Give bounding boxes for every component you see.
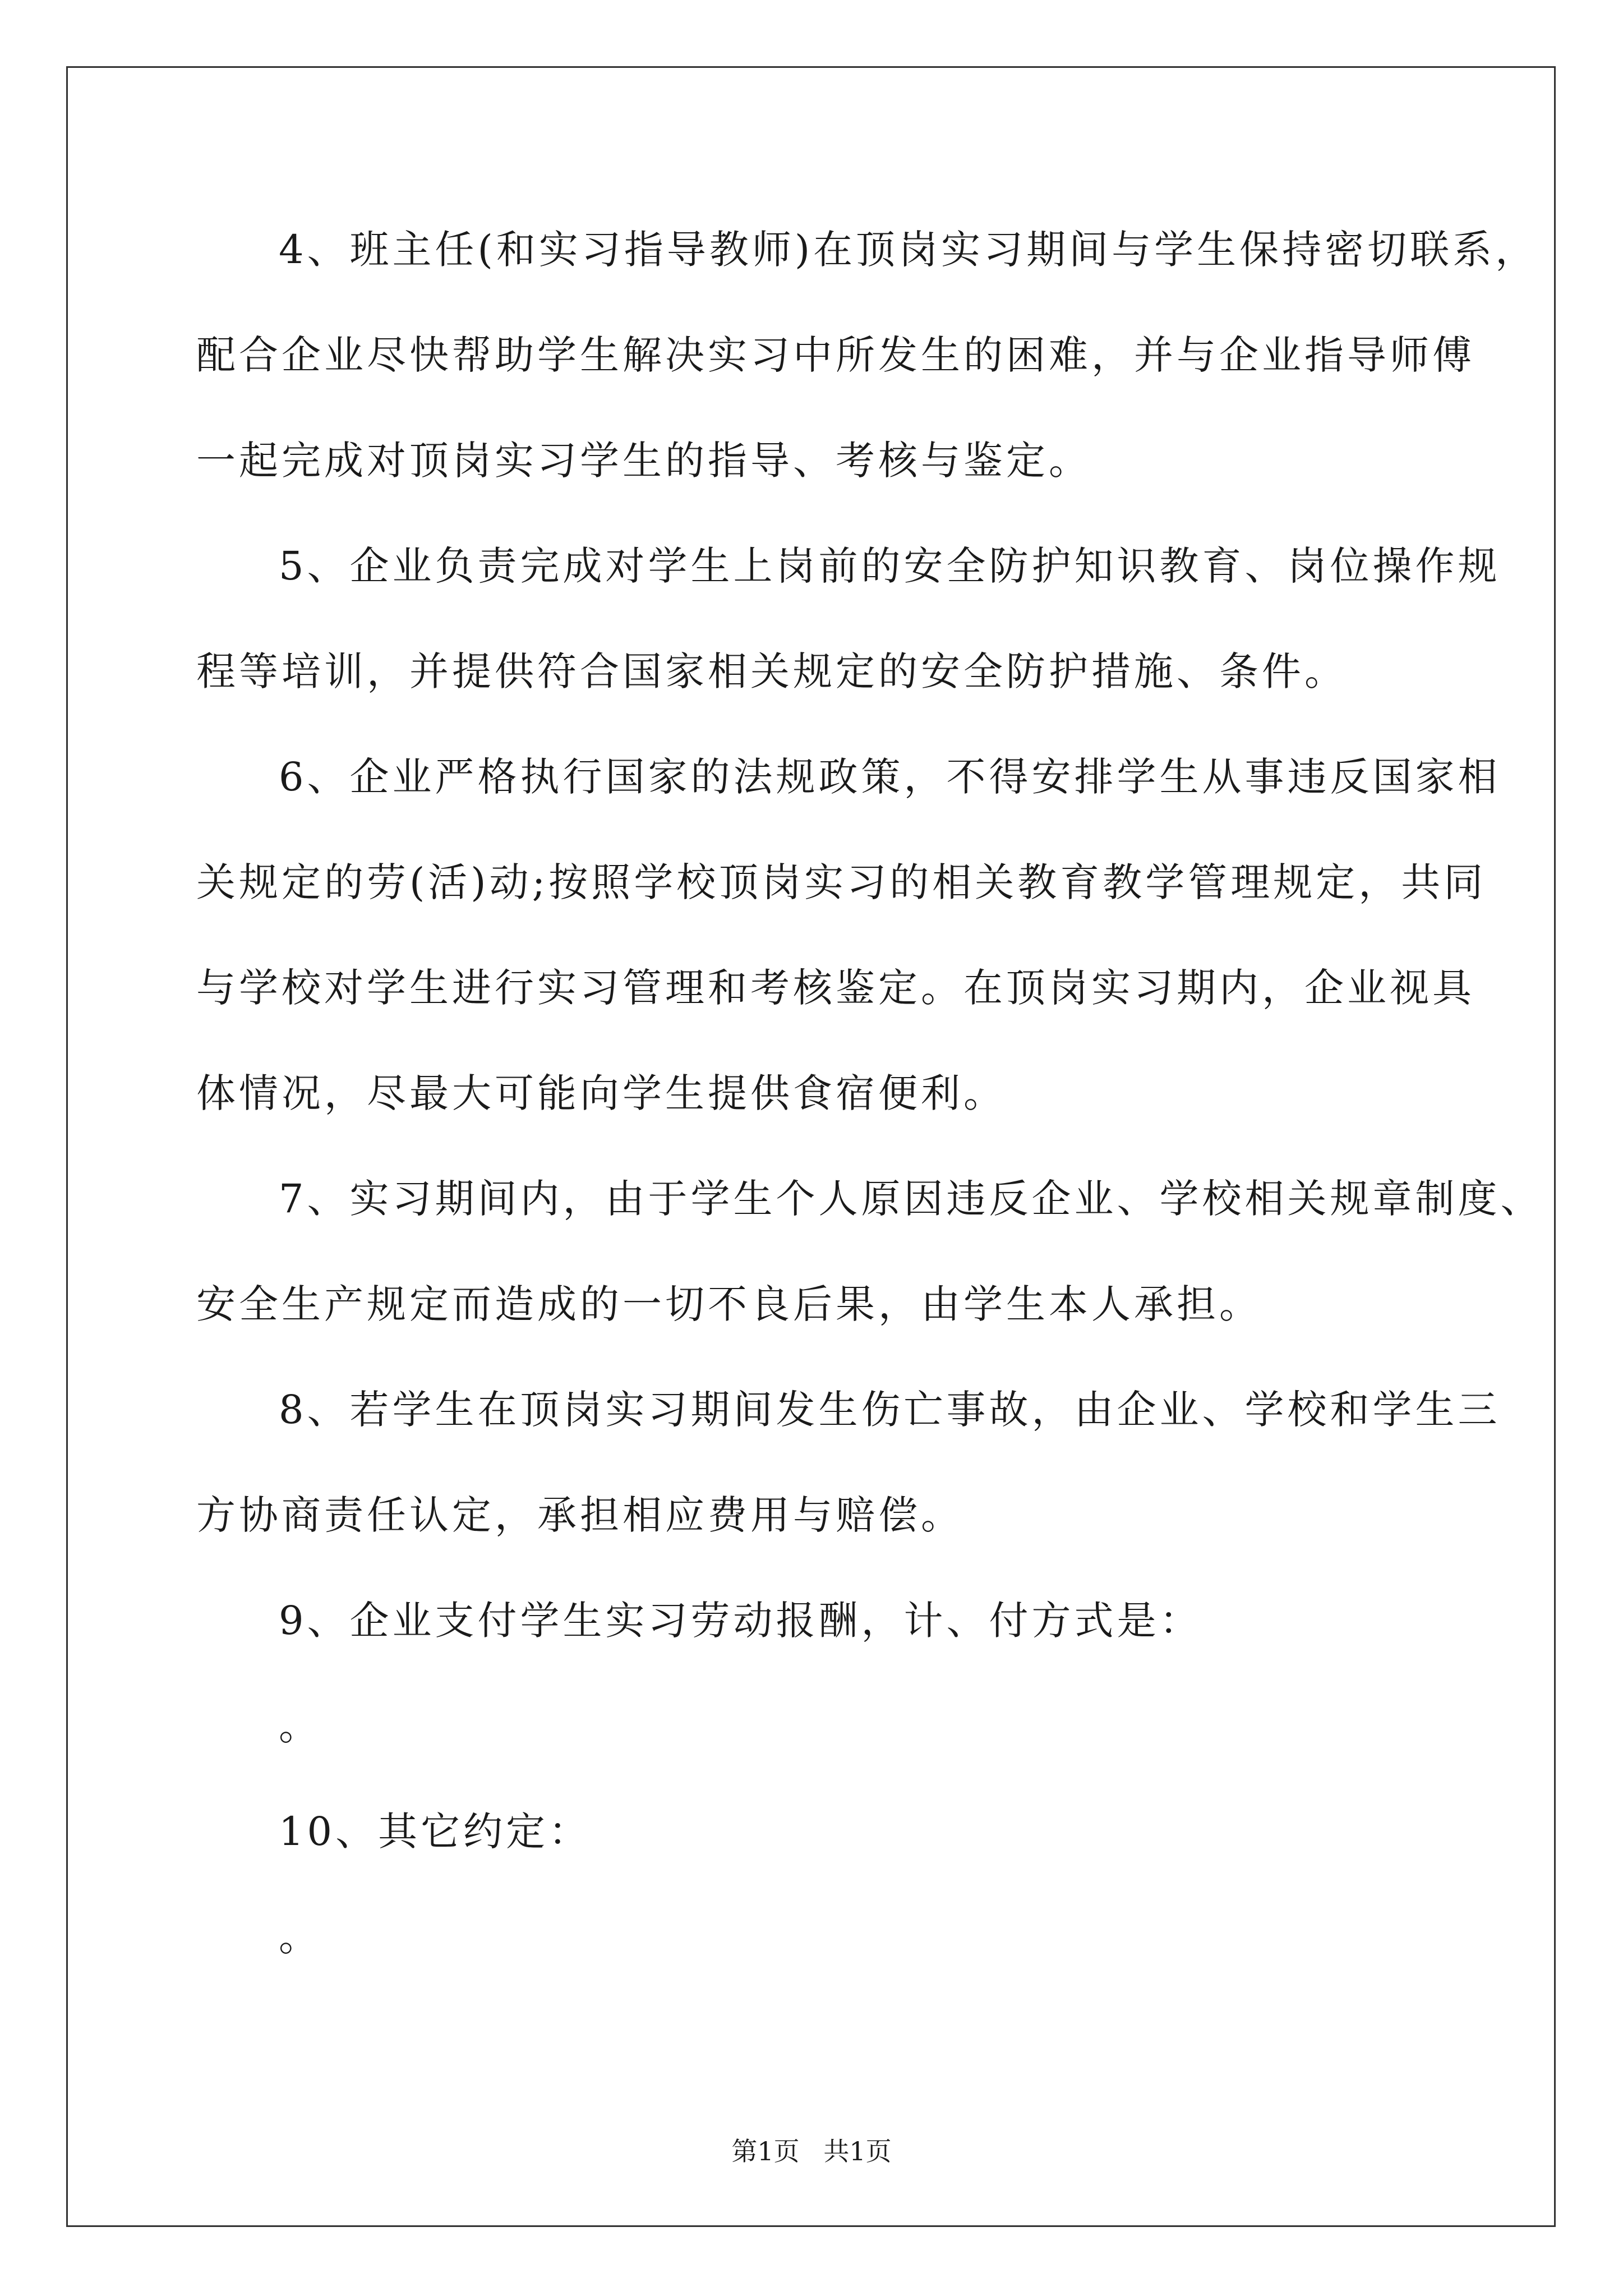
clause-5-line-2: 程等培训，并提供符合国家相关规定的安全防护措施、条件。 [196,648,1347,694]
clause-4-line-3: 一起完成对顶岗实习学生的指导、考核与鉴定。 [196,438,1091,484]
clause-10-line-1: 10、其它约定： [279,1809,592,1855]
page-footer [0,2134,1623,2168]
clause-6-line-3: 与学校对学生进行实习管理和考核鉴定。在顶岗实习期内，企业视具 [196,965,1475,1011]
clause-4-line-2: 配合企业尽快帮助学生解决实习中所发生的困难，并与企业指导师傅 [196,332,1475,378]
clause-6-line-1: 6、企业严格执行国家的法规政策，不得安排学生从事违反国家相 [279,754,1501,800]
clause-9-blank: 。 [279,1703,321,1749]
page-number-total: 共1页 [823,2136,892,2166]
clause-7-line-1: 7、实习期间内，由于学生个人原因违反企业、学校相关规章制度、 [279,1176,1543,1222]
clause-4-line-1: 4、班主任(和实习指导教师)在顶岗实习期间与学生保持密切联系， [279,227,1538,273]
clause-8-line-2: 方协商责任认定，承担相应费用与赔偿。 [196,1492,963,1538]
clause-8-line-1: 8、若学生在顶岗实习期间发生伤亡事故，由企业、学校和学生三 [279,1387,1501,1433]
clause-10-blank: 。 [279,1914,321,1960]
page-border [66,66,1556,2227]
page-number-current: 第1页 [731,2136,800,2166]
clause-6-line-4: 体情况，尽最大可能向学生提供食宿便利。 [196,1070,1006,1116]
clause-5-line-1: 5、企业负责完成对学生上岗前的安全防护知识教育、岗位操作规 [279,543,1501,589]
clause-9-line-1: 9、企业支付学生实习劳动报酬，计、付方式是： [279,1598,1202,1644]
clause-6-line-2: 关规定的劳(活)动;按照学校顶岗实习的相关教育教学管理规定，共同 [196,859,1487,905]
clause-7-line-2: 安全生产规定而造成的一切不良后果，由学生本人承担。 [196,1281,1262,1327]
